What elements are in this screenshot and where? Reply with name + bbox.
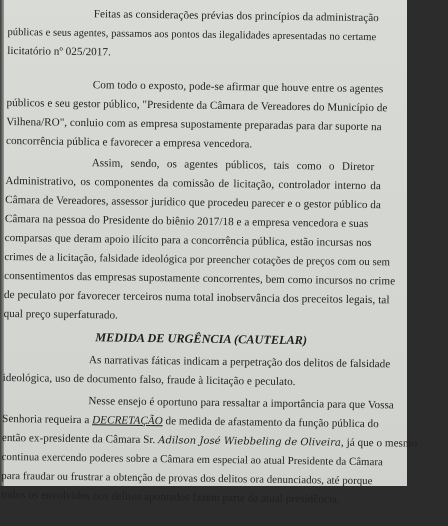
text-line: qual preço superfaturado. bbox=[3, 307, 118, 322]
text-line: Nesse ensejo é oportuno para ressaltar a importância para que Vossa bbox=[88, 395, 394, 412]
text-line: licitatório nº 025/2017. bbox=[7, 44, 111, 59]
text-line: consentimentos das empresas supostamente concorrentes, bem como incursos no crime bbox=[4, 269, 396, 288]
text-line: Câmara de Vereadores, assessor jurídico que procedeu parecer e o gestor público da bbox=[5, 193, 381, 212]
text-span: então ex-presidente da Câmara Sr. bbox=[1, 431, 159, 447]
text-line: concorrência pública e favorecer a empresa vencedora. bbox=[5, 134, 253, 151]
text-line: crimes de a licitação, falsidade ideológica por preencher cotações de preços com ou sem bbox=[4, 250, 391, 269]
document-page bbox=[1, 0, 448, 526]
text-line: Assim, sendo, os agentes públicos, tais como o Diretor bbox=[91, 157, 375, 174]
text-line: ideológica, uso de documento falso, fraude à licitação e peculato. bbox=[2, 371, 296, 389]
emphasized-decretacao: DECRETAÇÃO bbox=[92, 414, 163, 428]
text-line: Feitas as considerações prévias dos princípios da administração bbox=[93, 8, 379, 25]
text-line: de peculato por favorecer terceiros numa total inobservância dos preceitos legais, tal bbox=[3, 288, 390, 307]
text-line: continua exercendo poderes sobre a Câmara em especial ao atual Presidente da Câmara bbox=[1, 450, 383, 469]
text-span: Senhoria requeira a bbox=[2, 412, 93, 427]
text-line: públicos e seu gestor público, "Presidente da Câmara de Vereadores do Município de bbox=[6, 96, 388, 115]
text-span: de medida de afastamento da função pública do bbox=[162, 415, 379, 431]
text-line: Com todo o exposto, pode-se afirmar que houve entre os agentes bbox=[92, 79, 384, 96]
text-span: , já que o mesmo bbox=[340, 436, 418, 450]
text-line: comparsas que deram apoio ilícito para a concorrência pública, estão incursas nos bbox=[4, 231, 372, 250]
text-line: Vilhena/RO", conluio com as empresa supostamente preparadas para dar suporte na bbox=[6, 115, 382, 134]
section-heading: MEDIDA DE URGÊNCIA (CAUTELAR) bbox=[95, 330, 308, 348]
text-line: para fraudar ou frustrar a obtenção de provas dos delitos ora denunciados, até porque bbox=[1, 469, 373, 488]
text-line: As narrativas fáticas indicam a perpetração dos delitos de falsidade bbox=[88, 354, 391, 371]
text-line: Administrativo, os componentes da comissão de licitação, controlador interno da bbox=[5, 174, 381, 193]
text-line: públicas e seus agentes, passamos aos pontos das ilegalidades apresentadas no certame bbox=[7, 26, 377, 44]
text-line: todos os envolvidos nos delitos apontados fazem parte da atual presidência. bbox=[1, 488, 340, 506]
text-line: Câmara na pessoa do Presidente do biênio 2017/18 e a empresa vencedora e suas bbox=[4, 212, 369, 231]
person-name: Adilson José Wiebbeling de Oliveira bbox=[158, 435, 342, 449]
